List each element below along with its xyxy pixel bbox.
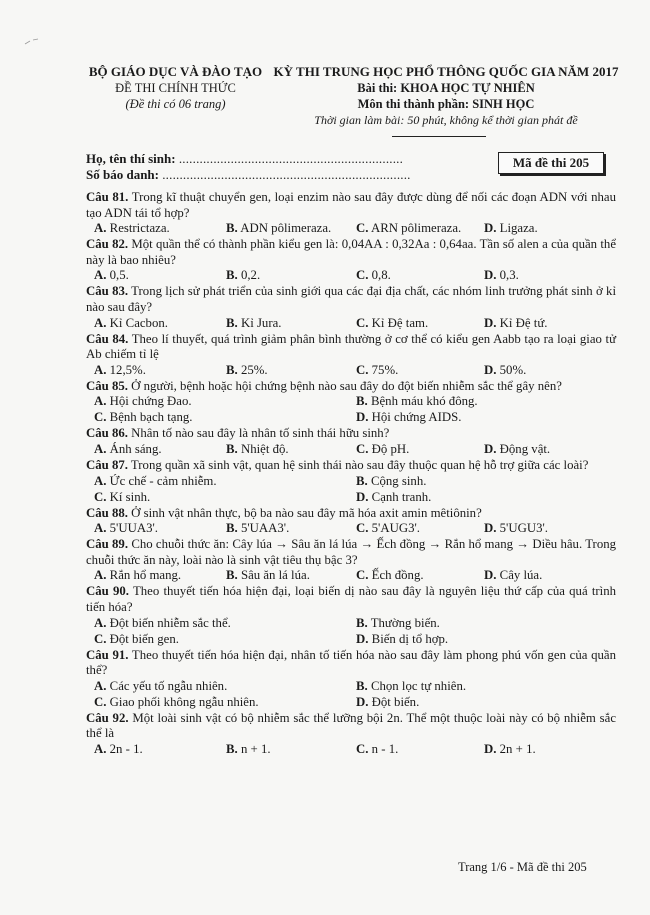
exam-header [266,64,626,128]
question-text: Trong lịch sử phát triển của sinh giới qua các đại địa chất, các nhóm linh trưởng phát sinh ở kỉ nào sau đây? [86,284,617,314]
answer-options [86,474,616,506]
candidate-id-row [86,167,411,183]
option-text: Đột biến gen. [109,631,179,646]
ministry-header [88,64,263,112]
question-11 [86,648,616,711]
answer-options [86,521,616,537]
option-letter: C. [356,568,369,583]
option-text: Nhiệt độ. [240,441,289,456]
answer-options [86,442,616,458]
option-text: Ligaza. [499,221,538,236]
answer-option-a [94,394,192,410]
candidate-id-field: ........................................................................ [162,167,411,182]
question-stem [86,332,616,363]
answer-options [86,742,616,758]
candidate-id-label: Số báo danh: [86,167,159,182]
answer-options [86,679,616,711]
question-stem [86,237,616,268]
answer-option-d [356,490,431,506]
ministry-name: BỘ GIÁO DỤC VÀ ĐÀO TẠO [88,64,263,79]
answer-option-a [94,568,181,584]
question-number: Câu 92. [86,710,129,725]
answer-option-d [484,521,548,537]
option-text: Cộng sinh. [370,473,427,488]
option-letter: C. [356,441,369,456]
candidate-name-field: ................................................................. [178,151,404,166]
option-letter: C. [356,315,369,330]
answer-option-d [484,221,538,237]
answer-option-c [356,742,398,758]
option-letter: C. [356,268,369,283]
scan-mark-icon [24,38,40,46]
question-text: Theo lí thuyết, quá trình giảm phân bình thường ở cơ thể có kiểu gen Aabb tạo ra loại giao tử Ab chiếm tỉ lệ [86,331,617,362]
option-letter: C. [356,221,369,236]
option-text: Độ pH. [371,441,410,456]
option-text: ARN pôlimeraza. [370,221,462,236]
answer-option-d [484,363,526,379]
option-text: Bệnh máu khó đông. [370,394,478,409]
option-text: Ức chế - cảm nhiễm. [109,473,217,488]
question-3 [86,284,616,331]
option-letter: C. [356,521,369,536]
question-stem [86,426,616,442]
option-letter: B. [226,521,238,536]
answer-option-c [356,221,461,237]
option-text: Các yếu tố ngẫu nhiên. [109,678,228,693]
answer-option-d [356,632,448,648]
answer-option-a [94,742,143,758]
answer-option-d [356,410,461,426]
option-letter: B. [226,221,238,236]
answer-option-c [94,632,179,648]
option-letter: D. [484,521,497,536]
question-text: Trong quần xã sinh vật, quan hệ sinh thái nào sau đây thuộc quan hệ hỗ trợ giữa các loài? [130,457,589,472]
answer-options [86,616,616,648]
option-text: Bệnh bạch tạng. [109,410,193,425]
option-text: Động vật. [499,441,551,456]
option-letter: B. [226,741,238,756]
option-text: 50%. [499,362,527,377]
answer-option-d [484,268,519,284]
option-text: Đột biến nhiễm sắc thể. [109,615,231,630]
question-12 [86,711,616,758]
option-letter: A. [94,615,107,630]
answer-option-b [226,316,281,332]
option-letter: D. [484,268,497,283]
answer-option-c [94,490,150,506]
answer-option-b [226,442,289,458]
option-text: 0,2. [240,268,261,283]
question-2 [86,237,616,284]
option-text: Hội chứng AIDS. [371,410,462,425]
answer-option-c [94,695,259,711]
header-rule [392,136,486,137]
answer-options [86,221,616,237]
option-text: 75%. [371,362,399,377]
option-letter: C. [94,410,107,425]
option-text: Cây lúa. [499,568,543,583]
answer-option-c [356,268,391,284]
answer-option-d [484,742,536,758]
option-text: 0,8. [371,268,391,283]
option-letter: A. [94,441,107,456]
answer-option-b [226,221,331,237]
question-stem [86,190,616,221]
answer-option-c [356,521,420,537]
option-letter: D. [356,694,369,709]
question-text: Một loài sinh vật có bộ nhiễm sắc thể lưỡng bội 2n. Thể một thuộc loài này có bộ nhiễm sắc thể là [86,710,616,741]
answer-options [86,363,616,379]
option-text: Kí sinh. [109,489,151,504]
answer-option-c [94,410,192,426]
answer-options [86,316,616,332]
option-letter: C. [356,362,369,377]
time-limit: Thời gian làm bài: 50 phút, không kể thời gian phát đề [314,113,578,127]
answer-option-d [484,442,550,458]
exam-title: KỲ THI TRUNG HỌC PHỔ THÔNG QUỐC GIA NĂM 2017 [273,64,619,79]
option-text: Hội chứng Đao. [109,394,192,409]
question-1 [86,190,616,237]
option-text: 25%. [240,362,268,377]
candidate-info [86,151,411,183]
option-text: Biến dị tổ hợp. [371,631,449,646]
option-letter: D. [484,362,497,377]
option-letter: D. [484,441,497,456]
answer-option-b [226,568,310,584]
answer-option-c [356,442,409,458]
candidate-name-row [86,151,411,167]
option-letter: C. [94,489,107,504]
option-text: Giao phối không ngẫu nhiên. [109,694,259,709]
option-letter: D. [356,631,369,646]
option-letter: A. [94,741,107,756]
answer-option-b [356,394,478,410]
question-number: Câu 88. [86,505,128,520]
question-text: Theo thuyết tiến hóa hiện đại, nhân tố tiến hóa nào sau đây làm phong phú vốn gen của quần thể? [86,647,617,678]
option-text: 2n + 1. [499,741,536,756]
option-letter: A. [94,221,107,236]
answer-option-c [356,568,424,584]
question-list [86,190,616,758]
option-letter: D. [356,410,369,425]
option-text: Cạnh tranh. [371,489,432,504]
option-letter: B. [226,441,238,456]
option-letter: B. [226,268,238,283]
option-text: Ánh sáng. [109,441,162,456]
option-text: 12,5%. [109,362,146,377]
option-letter: A. [94,362,107,377]
option-letter: D. [484,315,497,330]
question-number: Câu 87. [86,457,128,472]
option-letter: C. [356,741,369,756]
option-letter: A. [94,521,107,536]
question-7 [86,458,616,506]
question-number: Câu 82. [86,237,129,252]
question-10 [86,584,616,647]
answer-option-c [356,363,398,379]
option-text: 2n - 1. [109,741,143,756]
question-stem [86,648,616,679]
option-letter: A. [94,394,107,409]
option-text: Ếch đồng. [371,568,424,583]
option-text: 5'AUG3'. [371,521,420,536]
option-letter: B. [356,678,368,693]
option-letter: A. [94,268,107,283]
question-text: Trong kĩ thuật chuyển gen, loại enzim nào sau đây được dùng để nối các đoạn ADN với nhau tạo ADN tái tổ hợp? [86,190,617,220]
exam-code-box: Mã đề thi 205 [498,152,604,174]
question-number: Câu 83. [86,284,129,299]
option-text: Kỉ Cacbon. [109,315,168,330]
subject-group: Bài thi: KHOA HỌC TỰ NHIÊN [357,81,535,95]
answer-option-a [94,521,158,537]
option-text: Restrictaza. [109,221,170,236]
answer-option-b [226,363,268,379]
question-number: Câu 81. [86,190,129,204]
answer-option-d [356,695,419,711]
answer-option-a [94,679,227,695]
question-stem [86,379,616,395]
option-letter: D. [484,221,497,236]
option-letter: B. [356,615,368,630]
question-number: Câu 84. [86,331,129,346]
question-stem [86,711,616,742]
option-letter: B. [226,362,238,377]
option-letter: A. [94,678,107,693]
option-text: Kỉ Đệ tứ. [499,315,548,330]
option-letter: A. [94,568,107,583]
option-letter: D. [356,489,369,504]
option-text: Chọn lọc tự nhiên. [370,678,467,693]
answer-option-a [94,221,170,237]
question-text: Nhân tố nào sau đây là nhân tố sinh thái hữu sinh? [131,426,390,441]
option-letter: B. [356,394,368,409]
option-letter: B. [226,568,238,583]
option-text: 5'UUA3'. [109,521,158,536]
option-letter: A. [94,315,107,330]
option-letter: D. [484,568,497,583]
answer-option-a [94,616,231,632]
option-letter: C. [94,694,107,709]
question-text: Cho chuỗi thức ăn: Cây lúa → Sâu ăn lá lúa → Ếch đồng → Rắn hổ mang → Diều hâu. Trong chuỗi thức ăn này, loài nào là sinh vật tiêu thụ bậc 3? [86,537,617,567]
answer-option-b [226,742,271,758]
answer-option-d [484,316,547,332]
page-count-note: (Đề thi có 06 trang) [125,97,226,111]
option-text: 5'UGU3'. [499,521,548,536]
option-text: n + 1. [240,741,271,756]
answer-option-b [356,616,440,632]
question-number: Câu 90. [86,584,129,599]
option-text: 0,5. [109,268,129,283]
answer-option-a [94,316,168,332]
question-text: Một quần thể có thành phần kiểu gen là: 0,04AA : 0,32Aa : 0,64aa. Tần số alen a của quần thể này là bao nhiêu? [86,237,616,267]
answer-option-b [356,679,466,695]
question-5 [86,379,616,427]
answer-option-a [94,363,146,379]
option-text: Kỉ Jura. [240,315,282,330]
answer-option-a [94,442,162,458]
option-text: n - 1. [371,741,399,756]
subject-name: Môn thi thành phần: SINH HỌC [357,97,535,111]
question-stem [86,506,616,522]
option-text: Sâu ăn lá lúa. [240,568,310,583]
option-text: ADN pôlimeraza. [240,221,332,236]
option-text: Thường biến. [370,615,440,630]
page-footer: Trang 1/6 - Mã đề thi 205 [458,860,587,874]
candidate-name-label: Họ, tên thí sinh: [86,151,176,166]
option-letter: C. [94,631,107,646]
option-text: 0,3. [499,268,519,283]
answer-option-a [94,268,129,284]
question-text: Theo thuyết tiến hóa hiện đại, loại biến dị nào sau đây là nguyên liệu thứ cấp của quá trình tiến hóa? [86,584,617,614]
answer-options [86,568,616,584]
question-number: Câu 86. [86,426,128,441]
question-stem [86,284,616,315]
option-text: Rắn hổ mang. [109,568,182,583]
answer-option-b [226,268,260,284]
question-stem [86,584,616,615]
question-number: Câu 91. [86,647,129,662]
answer-options [86,268,616,284]
option-letter: A. [94,473,107,488]
answer-option-c [356,316,428,332]
option-letter: B. [356,473,368,488]
option-letter: B. [226,315,238,330]
official-exam-label: ĐỀ THI CHÍNH THỨC [115,81,236,95]
answer-option-a [94,474,217,490]
question-text: Ở sinh vật nhân thực, bộ ba nào sau đây mã hóa axit amin mêtiônin? [131,505,482,520]
question-number: Câu 89. [86,537,129,552]
question-6 [86,426,616,458]
question-4 [86,332,616,379]
question-9 [86,537,616,584]
answer-options [86,394,616,426]
question-number: Câu 85. [86,378,128,393]
option-letter: D. [484,741,497,756]
question-stem [86,537,616,568]
answer-option-b [226,521,289,537]
answer-option-d [484,568,542,584]
question-text: Ở người, bệnh hoặc hội chứng bệnh nào sau đây do đột biến nhiễm sắc thể gây nên? [131,378,562,393]
option-text: Kỉ Đệ tam. [371,315,429,330]
option-text: Đột biến. [371,694,420,709]
question-stem [86,458,616,474]
option-text: 5'UAA3'. [240,521,290,536]
answer-option-b [356,474,426,490]
question-8 [86,506,616,538]
